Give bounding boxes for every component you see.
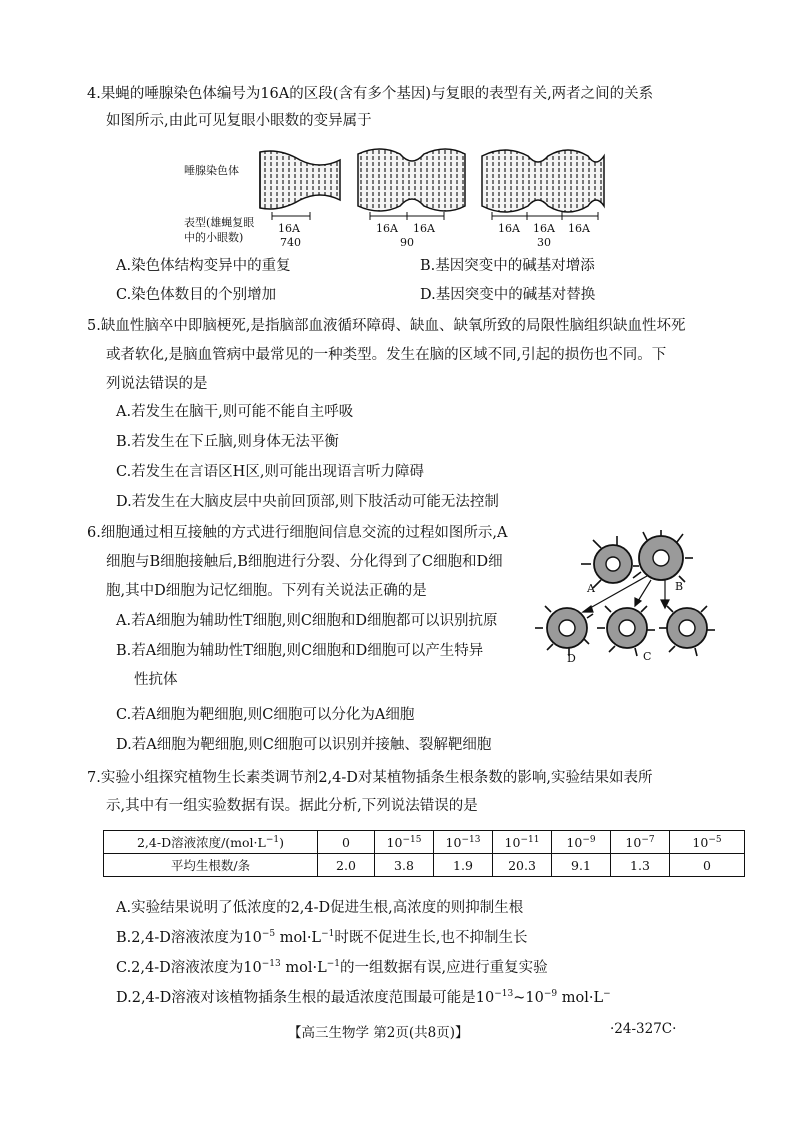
q6-option-b-line1: B.若A细胞为辅助性T细胞,则C细胞和D细胞可以产生特异 [116,643,484,659]
chromosome-2 [358,149,465,211]
q4-option-c: C.染色体数目的个别增加 [116,287,277,303]
q5-option-a: A.若发生在脑干,则可能不能自主呼吸 [116,404,354,420]
cell-label-b: B [675,580,684,593]
table-cell: 1.9 [434,854,493,877]
q4-option-d: D.基因突变中的碱基对替换 [420,287,596,303]
table-cell: 0 [670,854,745,877]
cell-label-d: D [567,652,576,665]
table-cell: $10^{-15}$ [375,831,434,854]
cell-label-c: C [643,650,652,663]
q7-option-d: D.2,4-D溶液对该植物插条生根的最适浓度范围最可能是$10^{-13}\sim 10^{-9}$ mol·L− [116,989,611,1006]
q6-stem-line3: 胞,其中D细胞为记忆细胞。下列有关说法正确的是 [106,583,427,599]
table-cell: $10^{-11}$ [493,831,552,854]
q7-stem-line2: 示,其中有一组实验数据有误。据此分析,下列说法错误的是 [106,798,478,814]
table-cell: $10^{-5}$ [670,831,745,854]
q5-stem-line3: 列说法错误的是 [106,376,208,392]
q4-option-a: A.染色体结构变异中的重复 [116,258,291,274]
table-header-roots: 平均生根数/条 [104,854,318,877]
cell-label-a: A [587,582,595,595]
table-cell: 9.1 [552,854,611,877]
page-footer-code: ·24-327C· [610,1021,677,1037]
table-cell: 20.3 [493,854,552,877]
q4-stem-line1: 4.果蝇的唾腺染色体编号为16A的区段(含有多个基因)与复眼的表型有关,两者之间的关系 [87,86,654,102]
cell-figure [535,530,715,665]
table-cell: $10^{-9}$ [552,831,611,854]
table-cell: $10^{-13}$ [434,831,493,854]
chromosome-1 [260,151,340,209]
table-row [104,854,745,877]
q5-stem-line1: 5.缺血性脑卒中即脑梗死,是指脑部血液循环障碍、缺血、缺氧所致的局限性脑组织缺血性坏死 [87,318,686,334]
c3-segment-a: 16A [498,222,520,235]
phenotype-label-line1: 表型(雄蝇复眼 [184,216,255,229]
cell-diagram [535,530,715,665]
table-cell: 2.0 [318,854,375,877]
q7-stem-line1: 7.实验小组探究植物生长素类调节剂2,4-D对某植物插条生根条数的影响,实验结果如表所 [87,770,653,786]
chromosome-3 [482,150,604,212]
c2-segment-b: 16A [413,222,435,235]
q6-option-d: D.若A细胞为靶细胞,则C细胞可以识别并接触、裂解靶细胞 [116,737,492,753]
q6-option-c: C.若A细胞为靶细胞,则C细胞可以分化为A细胞 [116,707,415,723]
q5-option-b: B.若发生在下丘脑,则身体无法平衡 [116,434,339,450]
q6-stem-line2: 细胞与B细胞接触后,B细胞进行分裂、分化得到了C细胞和D细 [106,554,503,570]
c1-segment: 16A [278,222,300,235]
phenotype-label-line2: 中的小眼数) [184,231,244,244]
page-footer-center: 【高三生物学 第2页(共8页)】 [288,1025,469,1041]
q7-option-c: C.2,4-D溶液浓度为$10^{-13}$ $mol\cdot L^{-1}$的一组数据有误,应进行重复实验 [116,959,548,976]
table-cell: 3.8 [375,854,434,877]
q4-option-b: B.基因突变中的碱基对增添 [420,258,595,274]
q6-stem-line1: 6.细胞通过相互接触的方式进行细胞间信息交流的过程如图所示,A [87,525,508,541]
table-row [104,831,745,854]
c3-value: 30 [537,236,551,249]
q5-option-c: C.若发生在言语区H区,则可能出现语言听力障碍 [116,464,424,480]
c3-segment-b: 16A [533,222,555,235]
data-table [103,830,745,877]
chromosome-row-label: 唾腺染色体 [184,164,239,177]
chromosome-figure [180,140,620,250]
table-cell: $10^{-7}$ [611,831,670,854]
table-header-concentration: 2,4-D溶液浓度$/(mol\cdot L^{-1})$ [104,831,318,854]
q5-option-d: D.若发生在大脑皮层中央前回顶部,则下肢活动可能无法控制 [116,494,499,510]
table-cell: 0 [318,831,375,854]
c3-segment-c: 16A [568,222,590,235]
table-cell: 1.3 [611,854,670,877]
c1-value: 740 [280,236,301,249]
c2-segment-a: 16A [376,222,398,235]
c2-value: 90 [400,236,414,249]
q4-stem-line2: 如图所示,由此可见复眼小眼数的变异属于 [106,113,372,129]
q5-stem-line2: 或者软化,是脑血管病中最常见的一种类型。发生在脑的区域不同,引起的损伤也不同。下 [106,347,667,363]
q7-option-a: A.实验结果说明了低浓度的2,4-D促进生根,高浓度的则抑制生根 [116,900,524,916]
q6-option-a: A.若A细胞为辅助性T细胞,则C细胞和D细胞都可以识别抗原 [116,613,498,629]
q7-option-b: B.2,4-D溶液浓度为$10^{-5}$ $mol\cdot L^{-1}$时既不促进生长,也不抑制生长 [116,929,528,946]
q6-option-b-line2: 性抗体 [134,672,178,688]
